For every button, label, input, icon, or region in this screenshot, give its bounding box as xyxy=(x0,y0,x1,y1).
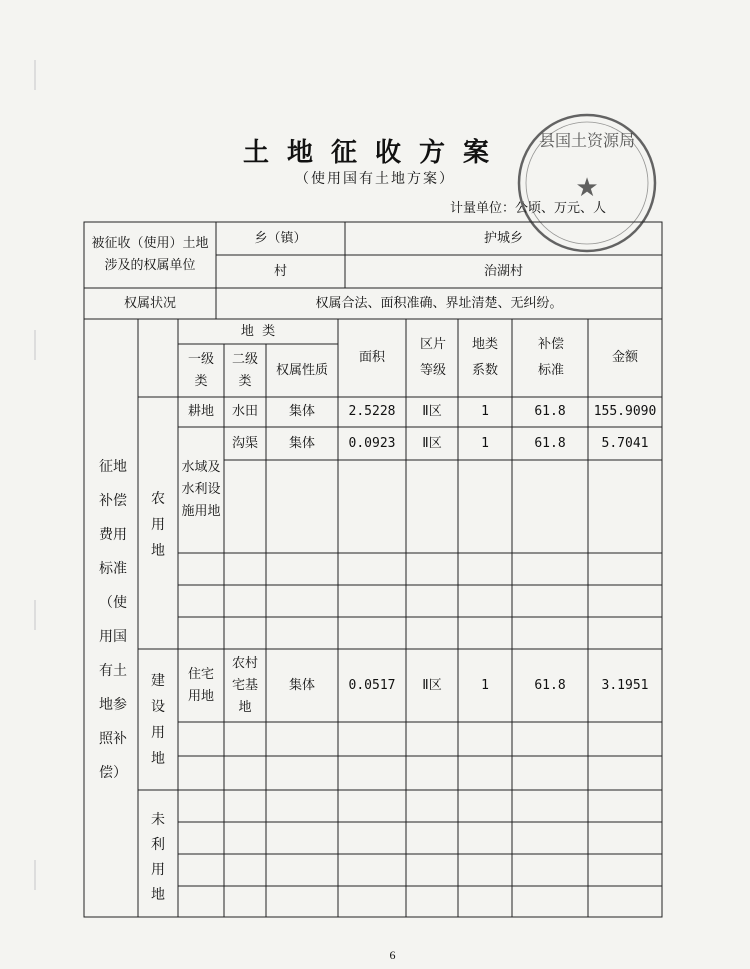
village-label: 村 xyxy=(273,263,287,279)
row3-level1: 住宅用地 xyxy=(187,666,214,704)
group-unused-land: 未利用地 xyxy=(151,812,165,903)
row3-standard: 61.8 xyxy=(534,677,566,693)
row2-nature: 集体 xyxy=(288,435,315,451)
row3-level2: 农村宅基地 xyxy=(231,655,258,715)
township-label: 乡（镇） xyxy=(254,230,307,246)
svg-text:★: ★ xyxy=(575,173,599,203)
stamp-text: 县国土资源局 xyxy=(538,131,636,150)
row2-coef: 1 xyxy=(481,435,489,451)
row2-zone: Ⅱ区 xyxy=(422,435,442,451)
row3-area: 0.0517 xyxy=(348,677,396,693)
col-zone-grade: 区片等级 xyxy=(419,337,446,378)
township-value: 护城乡 xyxy=(483,230,523,246)
row3-nature: 集体 xyxy=(288,677,315,693)
row2-area: 0.0923 xyxy=(348,435,396,451)
ownership-status-label: 权属状况 xyxy=(123,295,176,311)
row3-coef: 1 xyxy=(481,677,489,693)
ownership-unit-label: 被征收（使用）土地涉及的权属单位 xyxy=(91,236,209,273)
col-land-type: 地 类 xyxy=(240,323,276,339)
row2-standard: 61.8 xyxy=(534,435,566,451)
group-agricultural-land: 农用地 xyxy=(151,491,165,559)
row1-standard: 61.8 xyxy=(534,404,566,419)
document-subtitle: （使用国有土地方案） xyxy=(295,171,455,187)
measurement-unit: 计量单位：公顷、万元、人 xyxy=(450,201,607,216)
document-title: 土地征收方案 xyxy=(242,138,507,168)
col-coefficient: 地类系数 xyxy=(471,337,498,378)
row1-zone: Ⅱ区 xyxy=(422,404,442,419)
col-standard: 补偿标准 xyxy=(537,337,564,378)
row2-level1: 水域及水利设施用地 xyxy=(181,460,221,519)
col-amount: 金额 xyxy=(611,350,638,365)
row2-amount: 5.7041 xyxy=(601,435,649,451)
group-construction-land: 建设用地 xyxy=(151,672,165,767)
col-area: 面积 xyxy=(358,350,385,365)
col-level1: 一级类 xyxy=(187,352,214,389)
row3-amount: 3.1951 xyxy=(601,677,649,693)
ownership-status-value: 权属合法、面积准确、界址清楚、无纠纷。 xyxy=(315,295,563,311)
row1-coef: 1 xyxy=(481,404,489,419)
row2-level2: 沟渠 xyxy=(231,435,258,451)
page-number: 6 xyxy=(389,948,396,962)
village-value: 治湖村 xyxy=(483,263,523,279)
row1-area: 2.5228 xyxy=(348,404,396,419)
row1-level2: 水田 xyxy=(231,404,258,419)
row1-amount: 155.9090 xyxy=(593,404,657,419)
row3-zone: Ⅱ区 xyxy=(422,677,442,693)
row1-level1: 耕地 xyxy=(187,404,214,419)
col-level2: 二级类 xyxy=(231,352,258,389)
compensation-standard-label: 征地补偿费用标准（使用国有土地参照补偿） xyxy=(99,459,127,781)
col-ownership-nature: 权属性质 xyxy=(275,362,328,378)
row1-nature: 集体 xyxy=(288,404,315,419)
